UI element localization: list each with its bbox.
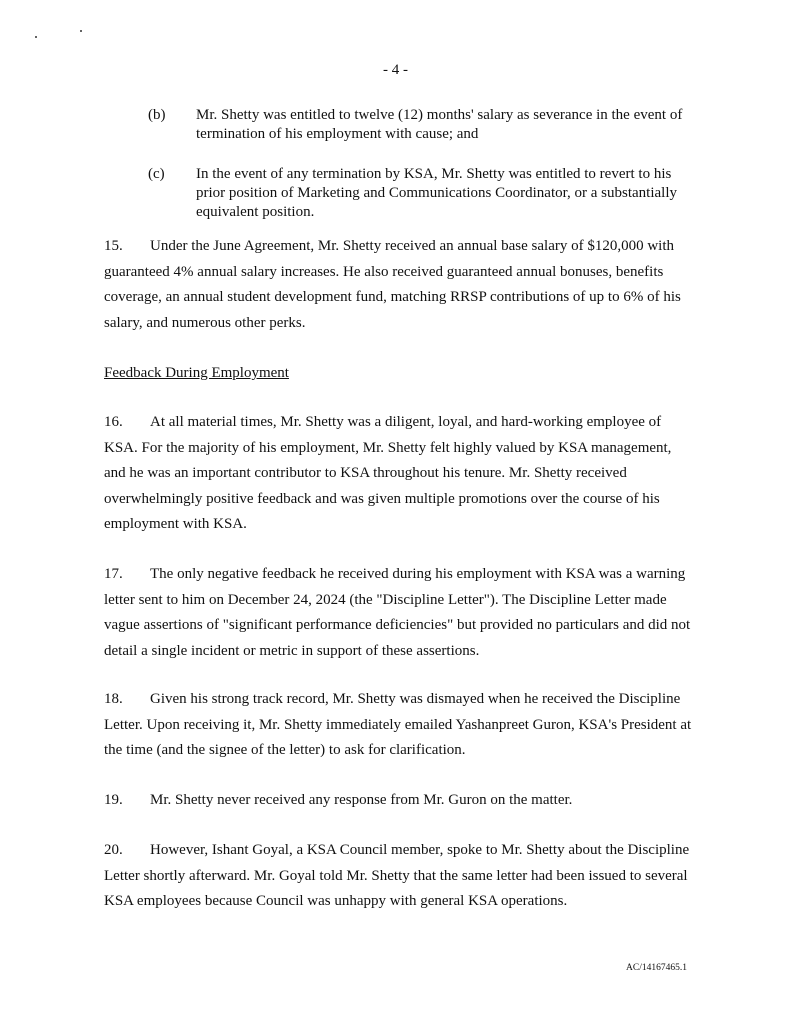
paragraph-text: At all material times, Mr. Shetty was a diligent, loyal, and hard-working employee of KSA. For the majority of his employment, Mr. Shetty felt highly valued by KSA management, and he was an important contributor to KSA throughout his tenure. Mr. Shetty received overwhelmingly positive feedback and was given multiple promotions over the course of his employment with KSA. bbox=[104, 414, 672, 532]
paragraph-text: The only negative feedback he received during his employment with KSA was a warning letter sent to him on December 24, 2024 (the "Discipline Letter"). The Discipline Letter made vague assertions of "significant performance deficiencies" but provided no particulars and did not detail a single incident or metric in support of these assertions. bbox=[104, 566, 691, 659]
paragraph-number: 17. bbox=[104, 566, 123, 582]
scan-speck bbox=[80, 30, 82, 32]
paragraph-text: However, Ishant Goyal, a KSA Council member, spoke to Mr. Shetty about the Discipline Letter shortly afterward. Mr. Goyal told Mr. Shetty that the same letter had been issued to several KSA employees because Council was unhappy with general KSA operations. bbox=[104, 842, 690, 909]
paragraph-20 bbox=[104, 838, 694, 915]
paragraph-19 bbox=[104, 788, 694, 814]
paragraph-17 bbox=[104, 562, 694, 664]
paragraph-number: 15. bbox=[104, 238, 123, 254]
scan-speck bbox=[35, 36, 37, 38]
paragraph-16 bbox=[104, 410, 694, 538]
paragraph-number: 18. bbox=[104, 691, 123, 707]
paragraph-text: Mr. Shetty never received any response from Mr. Guron on the matter. bbox=[150, 792, 573, 808]
paragraph-18 bbox=[104, 687, 694, 764]
subclause-text: Mr. Shetty was entitled to twelve (12) months' salary as severance in the event of termination of his employment with cause; and bbox=[196, 107, 683, 142]
subclause-label: (c) bbox=[148, 166, 165, 182]
subclause-label: (b) bbox=[148, 107, 166, 123]
paragraph-text: Under the June Agreement, Mr. Shetty received an annual base salary of $120,000 with guaranteed 4% annual salary increases. He also received guaranteed annual bonuses, benefits coverage, an annual student development fund, matching RRSP contributions of up to 6% of his salary, and numerous other perks. bbox=[104, 238, 681, 331]
paragraph-text: Given his strong track record, Mr. Shetty was dismayed when he received the Discipline Letter. Upon receiving it, Mr. Shetty immediately emailed Yashanpreet Guron, KSA's President at the time (and the signee of the letter) to ask for clarification. bbox=[104, 691, 692, 758]
document-id: AC/14167465.1 bbox=[626, 963, 687, 973]
page-number: - 4 - bbox=[383, 62, 408, 78]
section-heading: Feedback During Employment bbox=[104, 365, 289, 381]
subclause-text: In the event of any termination by KSA, Mr. Shetty was entitled to revert to his prior position of Marketing and Communications Coordinator, or a substantially equivalent position. bbox=[196, 166, 677, 220]
paragraph-number: 19. bbox=[104, 792, 123, 808]
paragraph-number: 16. bbox=[104, 414, 123, 430]
paragraph-15 bbox=[104, 234, 694, 336]
paragraph-number: 20. bbox=[104, 842, 123, 858]
